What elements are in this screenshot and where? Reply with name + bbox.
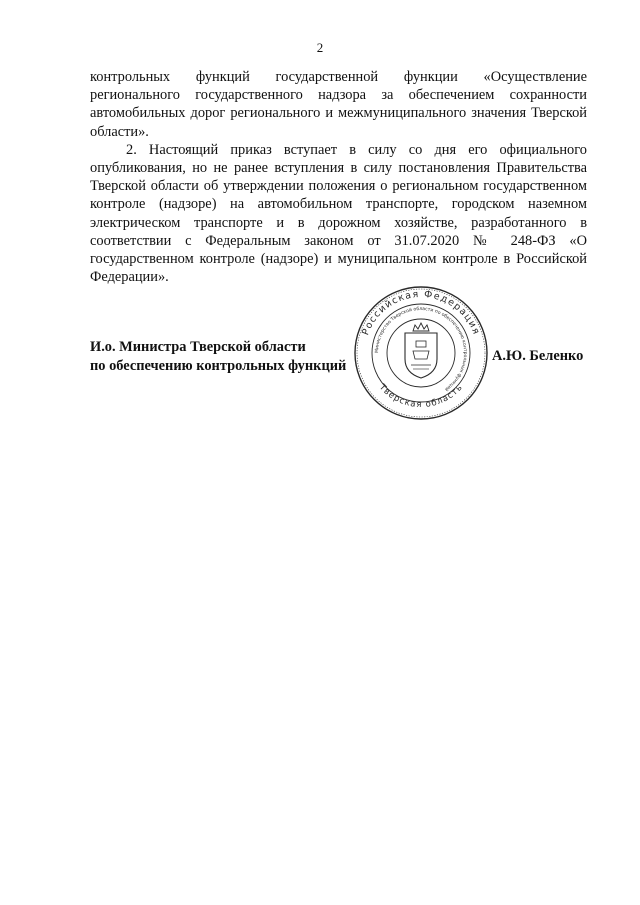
signatory-name: А.Ю. Беленко	[492, 348, 584, 364]
seal-outer-text: Российская Федерация	[360, 288, 482, 337]
official-seal-icon	[353, 285, 489, 421]
page-number: 2	[316, 40, 324, 55]
signatory-position-line-1: И.о. Министра Тверской области	[90, 339, 306, 355]
paragraph-2: 2. Настоящий приказ вступает в силу со дня его официального опубликования, но не ранее вступления в силу постановления Правительства Тверской области об утверждении положения о региональном государственном контроле (надзоре) на автомобильном транспорте, городском наземном электрическом транспорте и в дорожном хозяйстве, разработанного в соответствии с Федеральным законом от 31.07.2020 № 248-ФЗ «О государственном контроле (надзоре) и муниципальном контроле в Российской Федерации».	[90, 141, 587, 286]
paragraph-1-continuation: контрольных функций государственной функции «Осуществление регионального государственного надзора за обеспечением сохранности автомобильных дорог регионального и межмуниципального значения Тверской области».	[90, 69, 587, 140]
seal-inner-text: Министерство Тверской области по обеспечению контрольных функций	[374, 306, 468, 392]
signatory-position	[90, 338, 346, 376]
signatory-position-line-2: по обеспечению контрольных функций	[90, 358, 347, 374]
seal-outer-text-bottom: Тверская область	[376, 382, 466, 411]
coat-of-arms-icon	[405, 323, 437, 378]
document-body	[90, 68, 587, 286]
